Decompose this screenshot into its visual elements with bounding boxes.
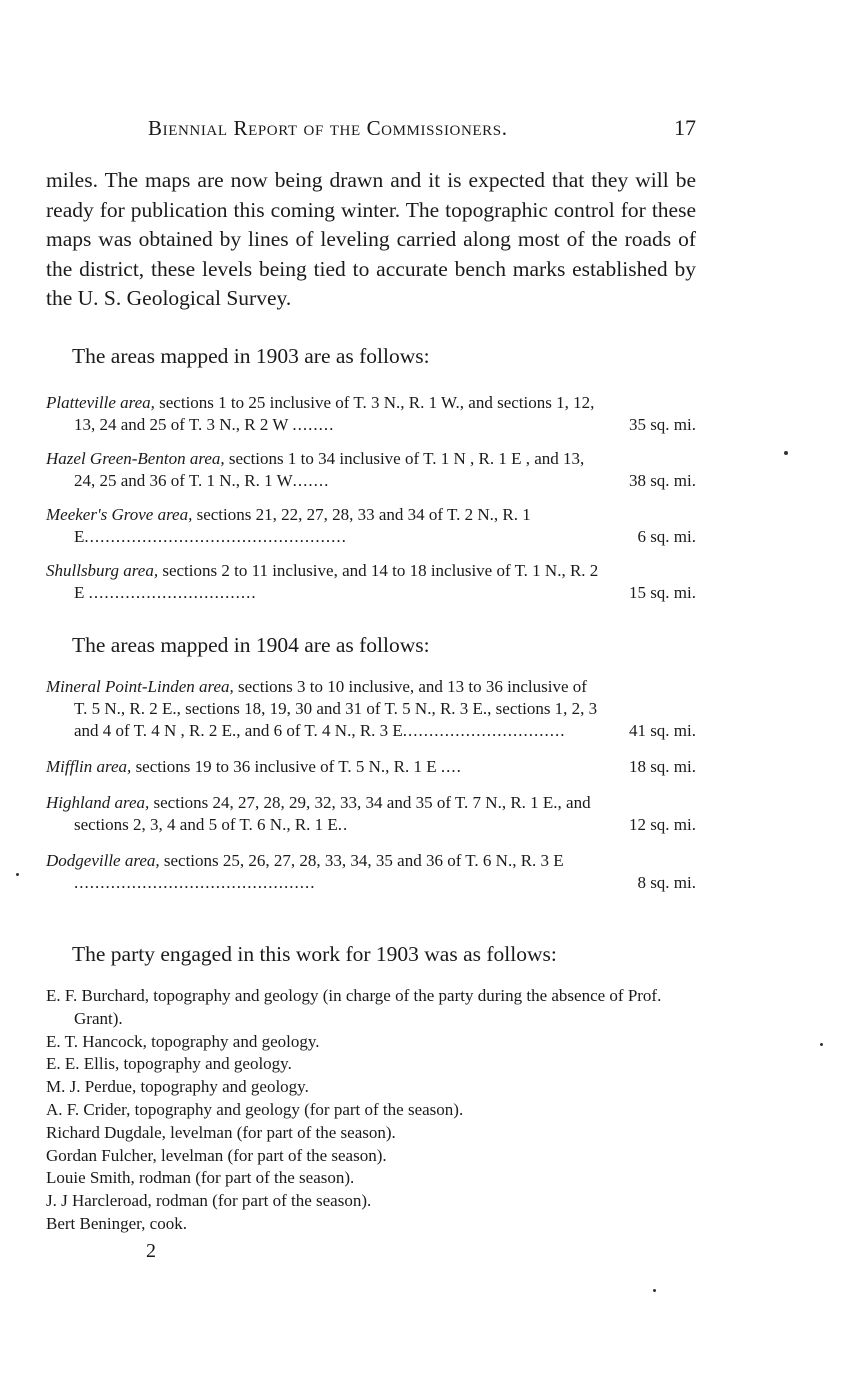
areas-1904-list: [46, 676, 696, 908]
area-size: 35 sq. mi.: [628, 415, 696, 434]
area-entry: [46, 392, 696, 436]
area-size: 41 sq. mi.: [628, 721, 696, 740]
area-size: 15 sq. mi.: [628, 583, 696, 602]
area-entry: [46, 792, 696, 836]
paper-speck: [16, 873, 19, 876]
party-member: A. F. Crider, topography and geology (for part of the season).: [46, 1099, 464, 1119]
page-number: 17: [674, 115, 696, 140]
party-member: Bert Beninger, cook.: [46, 1213, 187, 1233]
area-name: Hazel Green-Benton area,: [46, 449, 225, 468]
areas-1903-heading: The areas mapped in 1903 are as follows:: [72, 344, 430, 368]
leader-dots: ................................: [88, 583, 257, 602]
area-name: Mineral Point-Linden area,: [46, 677, 234, 696]
intro-paragraph: miles. The maps are now being drawn and it is expected that they will be ready for publication this coming winter. The topographic control for these maps was obtained by lines of leveling carried along most of the roads of the district, these levels being tied to accurate bench marks established by the U. S. Geological Survey.: [46, 168, 696, 310]
paper-speck: [820, 1043, 823, 1046]
area-size: 6 sq. mi.: [637, 527, 696, 546]
party-member: E. E. Ellis, topography and geology.: [46, 1054, 292, 1074]
party-member: Gordan Fulcher, levelman (for part of the season).: [46, 1145, 387, 1165]
area-name: Dodgeville area,: [46, 851, 160, 870]
leader-dots: ...............................: [402, 721, 566, 740]
area-entry: [46, 756, 696, 778]
area-name: Meeker's Grove area,: [46, 505, 193, 524]
area-description: sections 21, 22, 27, 28, 33 and 34 of T. 2 N., R. 1 E: [74, 505, 531, 546]
area-description: sections 2 to 11 inclusive, and 14 to 18 inclusive of T. 1 N., R. 2 E: [74, 561, 599, 602]
header-title: Biennial Report of the Commissioners.: [148, 116, 508, 140]
party-member: M. J. Perdue, topography and geology.: [46, 1077, 309, 1097]
leader-dots: ....: [440, 757, 462, 776]
area-name: Shullsburg area,: [46, 561, 159, 580]
areas-1903-list: [46, 392, 696, 616]
leader-dots: ..................................................: [84, 527, 347, 546]
party-heading: The party engaged in this work for 1903 was as follows:: [72, 942, 557, 966]
area-description: sections 25, 26, 27, 28, 33, 34, 35 and 36 of T. 6 N., R. 3 E: [159, 851, 564, 870]
area-description: sections 1 to 34 inclusive of T. 1 N , R. 1 E , and 13, 24, 25 and 36 of T. 1 N., R. 1 W: [74, 449, 585, 490]
area-name: Highland area,: [46, 793, 150, 812]
area-size: 12 sq. mi.: [628, 815, 696, 834]
area-size: 8 sq. mi.: [637, 873, 696, 892]
area-name: Mifflin area,: [46, 757, 132, 776]
area-size: 38 sq. mi.: [628, 471, 696, 490]
signature-mark: 2: [146, 1240, 156, 1262]
leader-dots: .......: [292, 471, 330, 490]
areas-1904-heading: The areas mapped in 1904 are as follows:: [72, 633, 430, 657]
area-entry: [46, 504, 696, 548]
area-description: sections 19 to 36 inclusive of T. 5 N., R. 1 E: [131, 757, 441, 776]
party-list: [46, 985, 696, 1236]
paper-speck: [784, 451, 788, 455]
paper-speck: [653, 1289, 656, 1292]
leader-dots: ..: [337, 815, 349, 834]
area-entry: [46, 676, 696, 742]
area-description: sections 1 to 25 inclusive of T. 3 N., R. 1 W., and sections 1, 12, 13, 24 and 25 of T. 3 N., R 2 W: [74, 393, 595, 434]
area-description: sections 24, 27, 28, 29, 32, 33, 34 and 35 of T. 7 N., R. 1 E., and sections 2, 3, 4 and 5 of T. 6 N., R. 1 E: [74, 793, 591, 834]
party-member: E. F. Burchard, topography and geology (in charge of the party during the absence of Prof. Grant).: [46, 986, 662, 1028]
area-size: 18 sq. mi.: [628, 757, 696, 776]
area-entry: [46, 850, 696, 894]
area-name: Platteville area,: [46, 393, 155, 412]
party-member: Louie Smith, rodman (for part of the season).: [46, 1168, 355, 1188]
party-member: J. J Harcleroad, rodman (for part of the season).: [46, 1191, 372, 1211]
party-member: Richard Dugdale, levelman (for part of the season).: [46, 1122, 396, 1142]
area-description: sections 3 to 10 inclusive, and 13 to 36 inclusive of T. 5 N., R. 2 E., sections 18, 19, 30 and 31 of T. 5 N., R. 3 E., sections 1, 2, 3 and 4 of T. 4 N , R. 2 E., and 6 of T. 4 N., R. 3 E: [74, 677, 598, 740]
party-member: E. T. Hancock, topography and geology.: [46, 1031, 320, 1051]
area-entry: [46, 560, 696, 604]
running-header: [46, 116, 696, 146]
leader-dots: ..............................................: [74, 873, 316, 892]
leader-dots: ........: [292, 415, 335, 434]
area-entry: [46, 448, 696, 492]
